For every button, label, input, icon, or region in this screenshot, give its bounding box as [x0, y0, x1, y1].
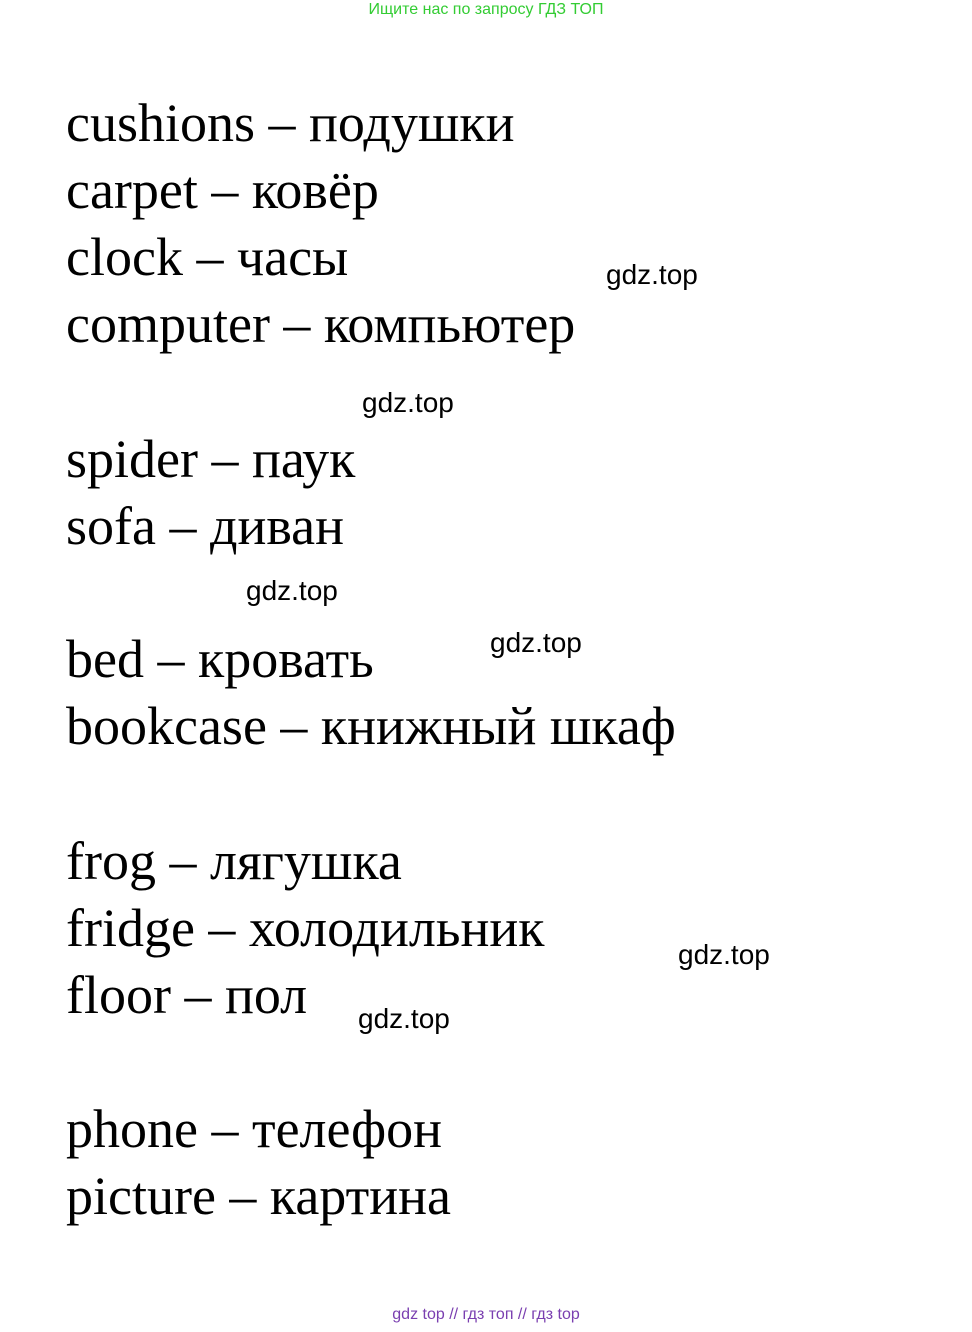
watermark: gdz.top — [246, 575, 338, 606]
watermark: gdz.top — [678, 939, 770, 970]
vocab-entry-picture: picture – картина — [66, 1166, 451, 1226]
footer-watermark: gdz top // гдз топ // гдз top — [392, 1306, 580, 1323]
watermark: gdz.top — [362, 387, 454, 418]
watermark: gdz.top — [358, 1003, 450, 1034]
vocab-entry-bookcase: bookcase – книжный шкаф — [66, 696, 676, 756]
search-hint-banner: Ищите нас по запросу ГДЗ ТОП — [368, 1, 604, 18]
watermark: gdz.top — [606, 259, 698, 290]
vocab-entry-fridge: fridge – холодильник — [66, 898, 545, 958]
watermark: gdz.top — [490, 627, 582, 658]
vocab-entry-bed: bed – кровать — [66, 629, 374, 689]
vocab-entry-cushions: cushions – подушки — [66, 93, 515, 153]
vocab-entry-floor: floor – пол — [66, 965, 308, 1025]
vocab-entry-clock: clock – часы — [66, 227, 349, 287]
vocab-entry-computer: computer – компьютер — [66, 294, 576, 354]
vocab-entry-phone: phone – телефон — [66, 1099, 442, 1159]
vocab-entry-spider: spider – паук — [66, 429, 356, 489]
vocab-entry-sofa: sofa – диван — [66, 496, 344, 556]
vocab-entry-frog: frog – лягушка — [66, 831, 402, 891]
vocab-entry-carpet: carpet – ковёр — [66, 160, 379, 220]
